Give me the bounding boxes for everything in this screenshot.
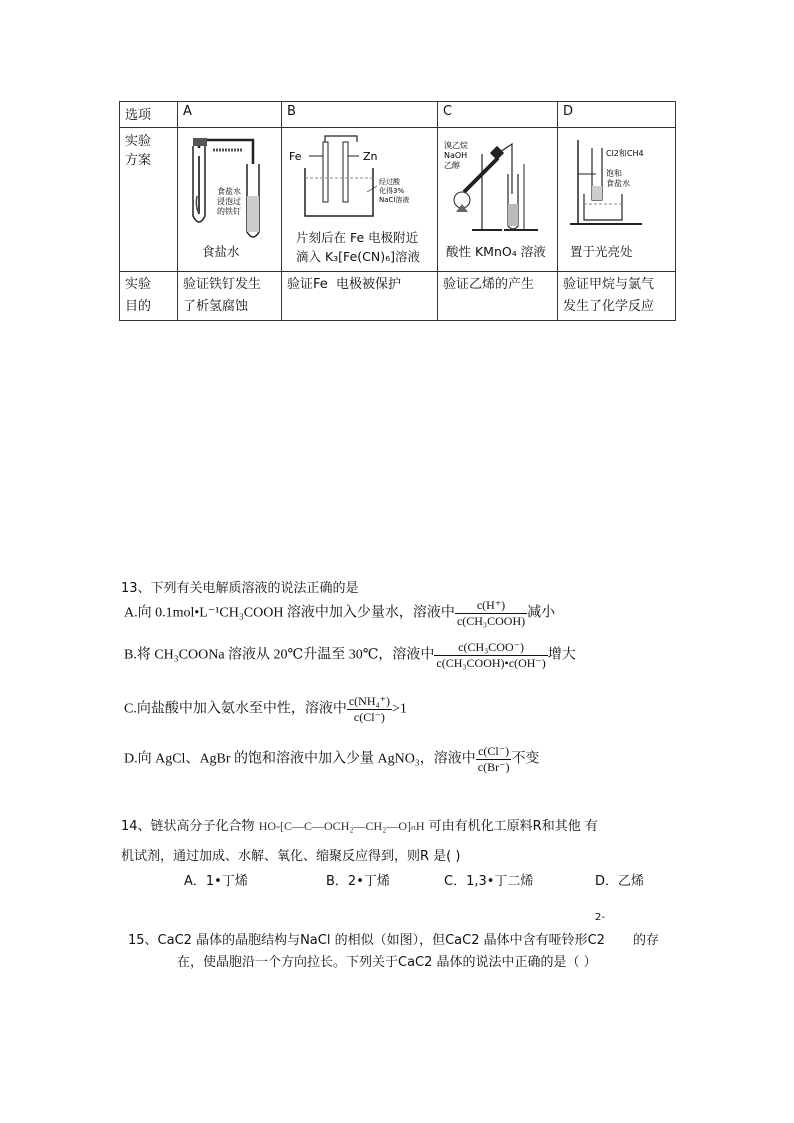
q14-stem: 可由有机化工原料R和其他 有 bbox=[428, 819, 598, 834]
numerator: c(CH₃COO⁻) bbox=[434, 640, 547, 656]
diagram-label: 溴乙烷 bbox=[444, 141, 468, 150]
option-text: >1 bbox=[392, 701, 407, 717]
q13-stem: 13、下列有关电解质溶液的说法正确的是 bbox=[121, 581, 359, 596]
purpose-b bbox=[282, 272, 438, 321]
electrolysis-beaker-diagram bbox=[287, 134, 427, 224]
experiment-table bbox=[119, 101, 676, 321]
denominator: c(CH₃COOH)•c(OH⁻) bbox=[436, 656, 546, 670]
denominator: c(CH₃COOH) bbox=[456, 614, 526, 628]
numerator: c(NH₄⁺) bbox=[348, 694, 391, 708]
denominator: c(Cl⁻) bbox=[353, 710, 385, 724]
caption-c: 酸性 KMnO₄ 溶液 bbox=[446, 244, 546, 259]
option-text: 不变 bbox=[511, 751, 540, 767]
option-text: B.将 CH₃COONa 溶液从 20℃升温至 30℃，溶液中 bbox=[124, 647, 435, 663]
diagram-label: NaCl溶液 bbox=[379, 196, 410, 204]
purpose-line: 验证甲烷与氯气 bbox=[563, 277, 655, 292]
option-text: D.向 AgCl、AgBr 的饱和溶液中加入少量 AgNO₃，溶液中 bbox=[124, 751, 476, 767]
diagram-label: 的铁钉 bbox=[217, 207, 241, 216]
row-label-line: 实验 bbox=[125, 134, 152, 149]
diagram-label: 化得3% bbox=[379, 187, 405, 195]
q14-line1 bbox=[121, 815, 598, 834]
ethylene-apparatus-diagram bbox=[442, 134, 542, 234]
row-label-line: 实验 bbox=[125, 277, 152, 292]
numerator: c(Cl⁻) bbox=[476, 744, 512, 760]
header-a: A bbox=[178, 102, 282, 128]
diagram-label: 浸泡过 bbox=[217, 197, 241, 206]
q15-text: 的存 bbox=[632, 933, 659, 948]
q14-option-a: A．1•丁烯 bbox=[184, 874, 248, 889]
q13-option-a bbox=[124, 598, 555, 629]
purpose-a bbox=[178, 272, 282, 321]
q14-option-d: D．乙烯 bbox=[595, 874, 645, 889]
fraction bbox=[476, 744, 512, 775]
fraction bbox=[347, 694, 392, 725]
q15-line1 bbox=[128, 929, 659, 948]
diagram-label: Cl2和CH4 bbox=[606, 149, 644, 158]
polymer-formula: HO-[C—C—OCH₂—CH₂—O]ₙH bbox=[258, 819, 425, 833]
option-text: C.向盐酸中加入氨水至中性，溶液中 bbox=[124, 701, 347, 717]
scheme-a bbox=[178, 128, 282, 272]
diagram-label: 饱和 bbox=[606, 169, 622, 178]
caption-b-line2: 滴入 K₃[Fe(CN)₆]溶液 bbox=[296, 249, 420, 264]
caption-b-line1: 片刻后在 Fe 电极附近 bbox=[296, 230, 419, 245]
header-d: D bbox=[558, 102, 676, 128]
caption-a: 食盐水 bbox=[202, 244, 240, 259]
header-b: B bbox=[282, 102, 438, 128]
diagram-label: 食盐水 bbox=[217, 187, 241, 196]
scheme-c bbox=[438, 128, 558, 272]
fraction bbox=[434, 640, 547, 671]
option-text: A.向 0.1mol•L⁻¹CH₃COOH 溶液中加入少量水，溶液中 bbox=[124, 605, 455, 621]
option-text: 减小 bbox=[527, 605, 556, 621]
diagram-label: 食盐水 bbox=[606, 179, 630, 188]
q15-text: 15、CaC2 晶体的晶胞结构与NaCl 的相似（如图），但CaC2 晶体中含有哑铃形C2 bbox=[128, 933, 605, 948]
c2-charge-superscript: 2- bbox=[595, 912, 605, 923]
diagram-label: 经过酸 bbox=[379, 178, 400, 186]
row-label-scheme bbox=[120, 128, 178, 272]
purpose-line: 验证乙烯的产生 bbox=[443, 277, 535, 292]
purpose-line: 了析氢腐蚀 bbox=[183, 299, 249, 314]
purpose-line: 发生了化学反应 bbox=[563, 299, 655, 314]
header-option: 选项 bbox=[120, 102, 178, 128]
row-label-line: 方案 bbox=[125, 153, 152, 168]
methane-chlorine-diagram bbox=[562, 134, 662, 234]
row-label-line: 目的 bbox=[125, 299, 152, 314]
header-c: C bbox=[438, 102, 558, 128]
option-text: 增大 bbox=[547, 647, 576, 663]
q13-option-b bbox=[124, 640, 576, 671]
scheme-b bbox=[282, 128, 438, 272]
q14-stem: 14、链状高分子化合物 bbox=[121, 819, 255, 834]
q13-option-c bbox=[124, 694, 407, 725]
denominator: c(Br⁻) bbox=[477, 760, 510, 774]
purpose-line: 验证Fe 电极被保护 bbox=[287, 277, 402, 292]
iron-nail-tube-diagram bbox=[183, 136, 273, 246]
fraction bbox=[455, 598, 527, 629]
q14-option-c: C．1,3•丁二烯 bbox=[444, 874, 534, 889]
q13-option-d bbox=[124, 744, 539, 775]
purpose-line: 验证铁钉发生 bbox=[183, 277, 262, 292]
electrode-zn-label: Zn bbox=[363, 150, 378, 163]
caption-d: 置于光亮处 bbox=[570, 244, 633, 259]
diagram-label: NaOH bbox=[444, 151, 468, 160]
scheme-d bbox=[558, 128, 676, 272]
q14-line2: 机试剂，通过加成、水解、氧化、缩聚反应得到，则R 是( ) bbox=[121, 849, 461, 864]
purpose-c bbox=[438, 272, 558, 321]
q15-line2: 在，使晶胞沿一个方向拉长。下列关于CaC2 晶体的说法中正确的是（ ） bbox=[177, 955, 597, 970]
diagram-label: 乙醇 bbox=[444, 161, 460, 170]
purpose-d bbox=[558, 272, 676, 321]
q14-option-b: B．2•丁烯 bbox=[326, 874, 390, 889]
numerator: c(H⁺) bbox=[455, 598, 527, 614]
electrode-fe-label: Fe bbox=[289, 150, 302, 163]
row-label-purpose bbox=[120, 272, 178, 321]
